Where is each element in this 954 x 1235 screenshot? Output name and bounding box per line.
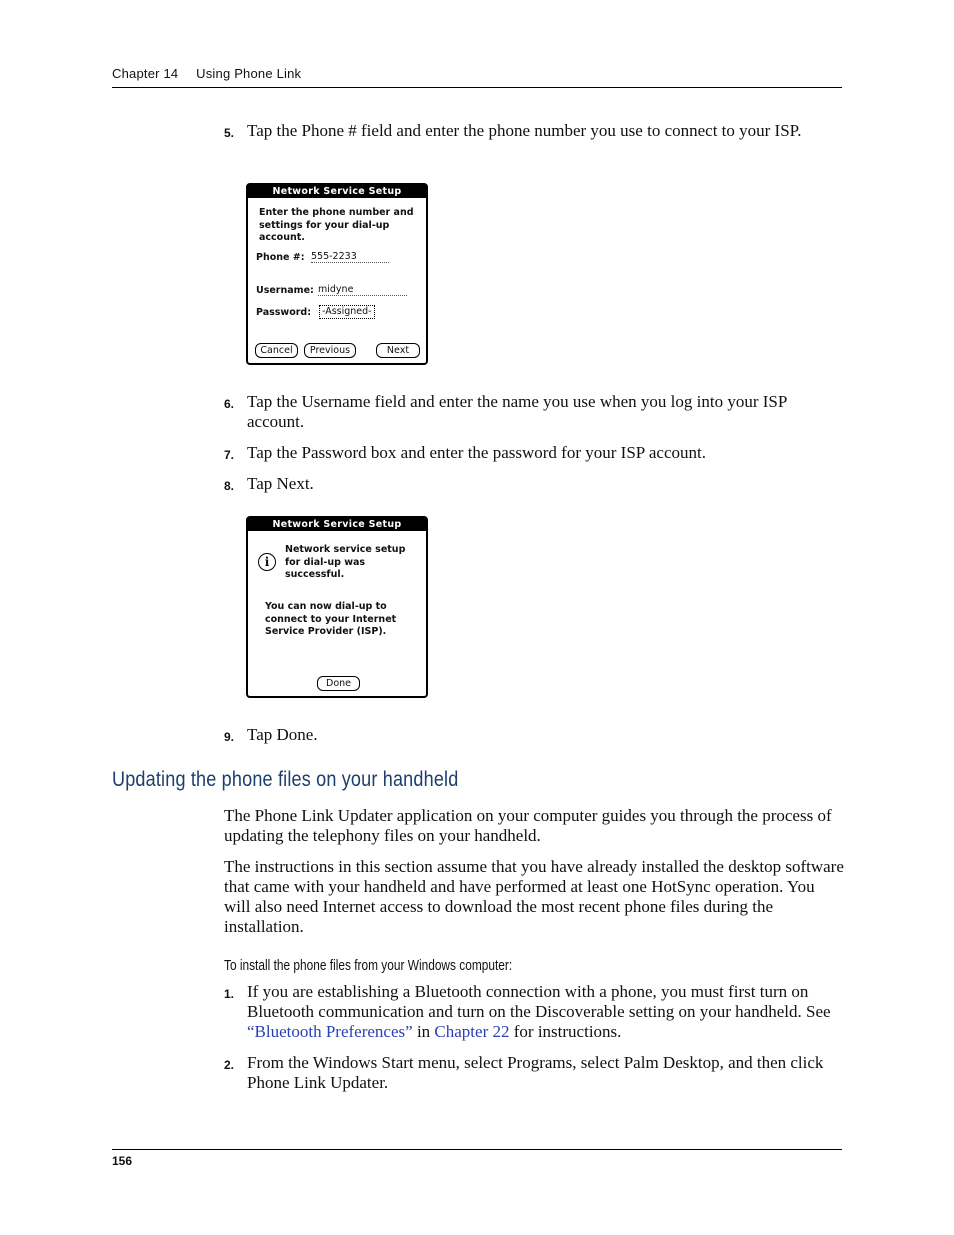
step-text: Tap the Username field and enter the name you use when you log into your ISP account. bbox=[247, 392, 787, 431]
info-icon: i bbox=[258, 553, 276, 571]
procedure-heading: To install the phone files from your Windows computer: bbox=[224, 958, 513, 974]
bluetooth-preferences-link[interactable]: “Bluetooth Preferences” bbox=[247, 1022, 413, 1041]
step-number: 6. bbox=[224, 397, 235, 411]
section-heading: Updating the phone files on your handheld bbox=[112, 768, 459, 791]
message-line: Service Provider (ISP). bbox=[265, 626, 387, 637]
step-number: 2. bbox=[224, 1058, 235, 1072]
section-paragraph-1: The Phone Link Updater application on your computer guides you through the process of updating the telephony files on your handheld. bbox=[224, 806, 832, 845]
message-line: Enter the phone number and bbox=[259, 207, 414, 218]
install-step-2 bbox=[224, 1053, 844, 1093]
running-header bbox=[112, 66, 842, 81]
username-field[interactable]: midyne bbox=[318, 284, 407, 296]
step-text: Tap Done. bbox=[247, 725, 318, 744]
step-number: 9. bbox=[224, 730, 235, 744]
step-number: 5. bbox=[224, 126, 235, 140]
chapter-22-link[interactable]: Chapter 22 bbox=[434, 1022, 510, 1041]
dialog-title: Network Service Setup bbox=[248, 518, 426, 531]
step-text: From the Windows Start menu, select Programs, select Palm Desktop, and then click Phone Link Updater. bbox=[247, 1053, 824, 1092]
next-button[interactable]: Next bbox=[376, 343, 420, 358]
step-number: 7. bbox=[224, 448, 235, 462]
header-title: Using Phone Link bbox=[196, 66, 302, 81]
password-box[interactable]: -Assigned- bbox=[319, 305, 375, 319]
message-line: account. bbox=[259, 232, 305, 243]
step-7 bbox=[224, 443, 844, 463]
step-text: Tap the Password box and enter the password for your ISP account. bbox=[247, 443, 706, 462]
install-step-1 bbox=[224, 982, 844, 1042]
step-text bbox=[247, 982, 844, 1042]
step-text: Tap Next. bbox=[247, 474, 314, 493]
message-line: You can now dial-up to bbox=[265, 601, 387, 612]
step-text-part: in bbox=[412, 1022, 435, 1041]
network-setup-dialog bbox=[246, 183, 428, 365]
header-chapter: Chapter 14 bbox=[112, 66, 179, 81]
footer-rule bbox=[112, 1149, 842, 1150]
step-text-part: for instructions. bbox=[509, 1022, 622, 1041]
section-paragraph-2: The instructions in this section assume that you have already installed the desktop software that came with your handheld and have performed at least one HotSync operation. You will also need Internet access to download the most recent phone files during the installation. bbox=[224, 857, 844, 936]
message-line: Network service setup bbox=[285, 544, 406, 555]
cancel-button[interactable]: Cancel bbox=[255, 343, 298, 358]
step-number: 8. bbox=[224, 479, 235, 493]
success-message bbox=[285, 544, 405, 582]
message-line: settings for your dial-up bbox=[259, 219, 390, 231]
password-label: Password: bbox=[256, 307, 312, 318]
page-number: 156 bbox=[112, 1154, 133, 1168]
step-number: 1. bbox=[224, 987, 235, 1001]
connect-message bbox=[265, 601, 396, 639]
username-label: Username: bbox=[256, 285, 314, 296]
dialog-message bbox=[259, 207, 414, 245]
step-8 bbox=[224, 474, 844, 494]
phone-field[interactable]: 555-2233 bbox=[311, 251, 389, 263]
step-9 bbox=[224, 725, 844, 745]
done-button[interactable]: Done bbox=[317, 676, 360, 691]
step-text: Tap the Phone # field and enter the phone number you use to connect to your ISP. bbox=[247, 121, 802, 140]
message-line: successful. bbox=[285, 569, 345, 580]
header-rule bbox=[112, 87, 842, 88]
setup-success-dialog bbox=[246, 516, 428, 698]
message-line: connect to your Internet bbox=[265, 613, 397, 625]
message-line: for dial-up was bbox=[285, 556, 366, 568]
step-6 bbox=[224, 392, 844, 432]
previous-button[interactable]: Previous bbox=[304, 343, 356, 358]
step-5 bbox=[224, 121, 844, 141]
dialog-title: Network Service Setup bbox=[248, 185, 426, 198]
phone-label: Phone #: bbox=[256, 252, 305, 263]
step-text-part: If you are establishing a Bluetooth connection with a phone, you must first turn on Bluetooth communication and turn on the Discoverable setting on your handheld. See bbox=[247, 982, 831, 1021]
